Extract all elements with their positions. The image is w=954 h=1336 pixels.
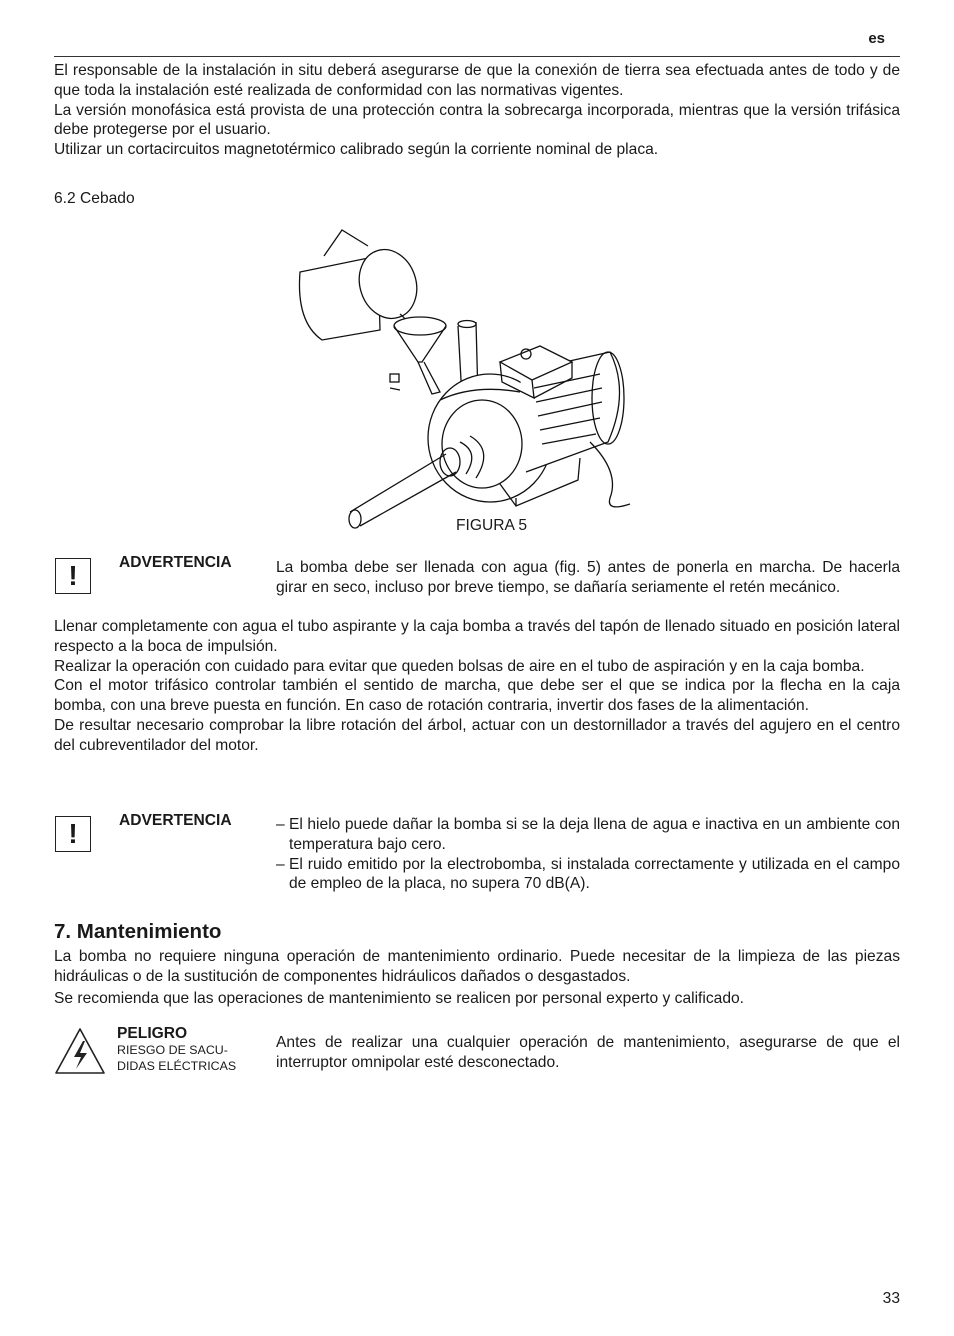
intro-block: [54, 61, 900, 160]
body-paragraph: Se recomienda que las operaciones de mantenimiento se realicen por personal experto y calificado.: [54, 989, 744, 1007]
warning-label: ADVERTENCIA: [119, 554, 232, 571]
warning-list-item: – El ruido emitido por la electrobomba, si instalada correctamente y utilizada en el campo de empleo de la placa, no supera 70 dB(A).: [276, 855, 900, 895]
warning-list: [276, 815, 900, 894]
danger-subtitle: [117, 1043, 247, 1074]
pump-priming-illustration: [290, 222, 640, 532]
body-paragraph: Realizar la operación con cuidado para evitar que queden bolsas de aire en el tubo de aspiración y en la caja bomba.: [54, 657, 865, 675]
page-number: 33: [882, 1290, 900, 1307]
body-paragraph: Con el motor trifásico controlar también el sentido de marcha, que debe ser el que se indica por la flecha en la caja bomba, con una breve puesta en función. En caso de rotación contraria, invertir dos fases de la alimentación.: [54, 677, 900, 715]
header-rule: [54, 56, 900, 57]
intro-paragraph: Utilizar un cortacircuitos magnetotérmico calibrado según la corriente nominal de placa.: [54, 141, 659, 159]
section-heading-6-2: 6.2 Cebado: [54, 190, 135, 207]
warning-text: La bomba debe ser llenada con agua (fig. 5) antes de ponerla en marcha. De hacerla girar en seco, incluso por breve tiempo, se dañaría seriamente el retén mecánico.: [276, 559, 900, 596]
body-paragraph: La bomba no requiere ninguna operación de mantenimiento ordinario. Puede necesitar de la limpieza de las piezas hidráulicas o de la sustitución de componentes hidráulicos dañados o desgastados.: [54, 948, 900, 985]
danger-subtitle-line: DIDAS ELÉCTRICAS: [117, 1058, 237, 1073]
warning-list-item: – El hielo puede dañar la bomba si se la deja llena de agua e inactiva en un ambiente con temperatura bajo cero.: [276, 815, 900, 855]
figure-caption: FIGURA 5: [456, 517, 528, 534]
danger-title: PELIGRO: [117, 1025, 188, 1042]
electric-hazard-icon: [54, 1027, 106, 1075]
warning-icon: !: [55, 816, 91, 852]
body-paragraph: Llenar completamente con agua el tubo aspirante y la caja bomba a través del tapón de llenado situado en posición lateral respecto a la boca de impulsión.: [54, 618, 900, 655]
danger-subtitle-line: RIESGO DE SACU-: [117, 1043, 228, 1057]
warning-icon: !: [55, 558, 91, 594]
intro-paragraph: La versión monofásica está provista de una protección contra la sobrecarga incorporada, mientras que la versión trifásica debe protegerse por el usuario.: [54, 101, 900, 139]
maintenance-text: [54, 947, 900, 1008]
warning-label: ADVERTENCIA: [119, 812, 232, 829]
language-code: es: [868, 30, 885, 47]
priming-instructions: [54, 617, 900, 756]
body-paragraph: De resultar necesario comprobar la libre rotación del árbol, actuar con un destornillador a través del agujero en el centro del cubreventilador del motor.: [54, 716, 900, 754]
danger-text: Antes de realizar una cualquier operación de mantenimiento, asegurarse de que el interruptor omnipolar esté desconectado.: [276, 1034, 900, 1071]
intro-paragraph: El responsable de la instalación in situ deberá asegurarse de que la conexión de tierra sea efectuada antes de todo y de que toda la instalación esté realizada de conformidad con las normativas vigentes.: [54, 62, 900, 99]
section-heading-7: 7. Mantenimiento: [54, 920, 222, 943]
